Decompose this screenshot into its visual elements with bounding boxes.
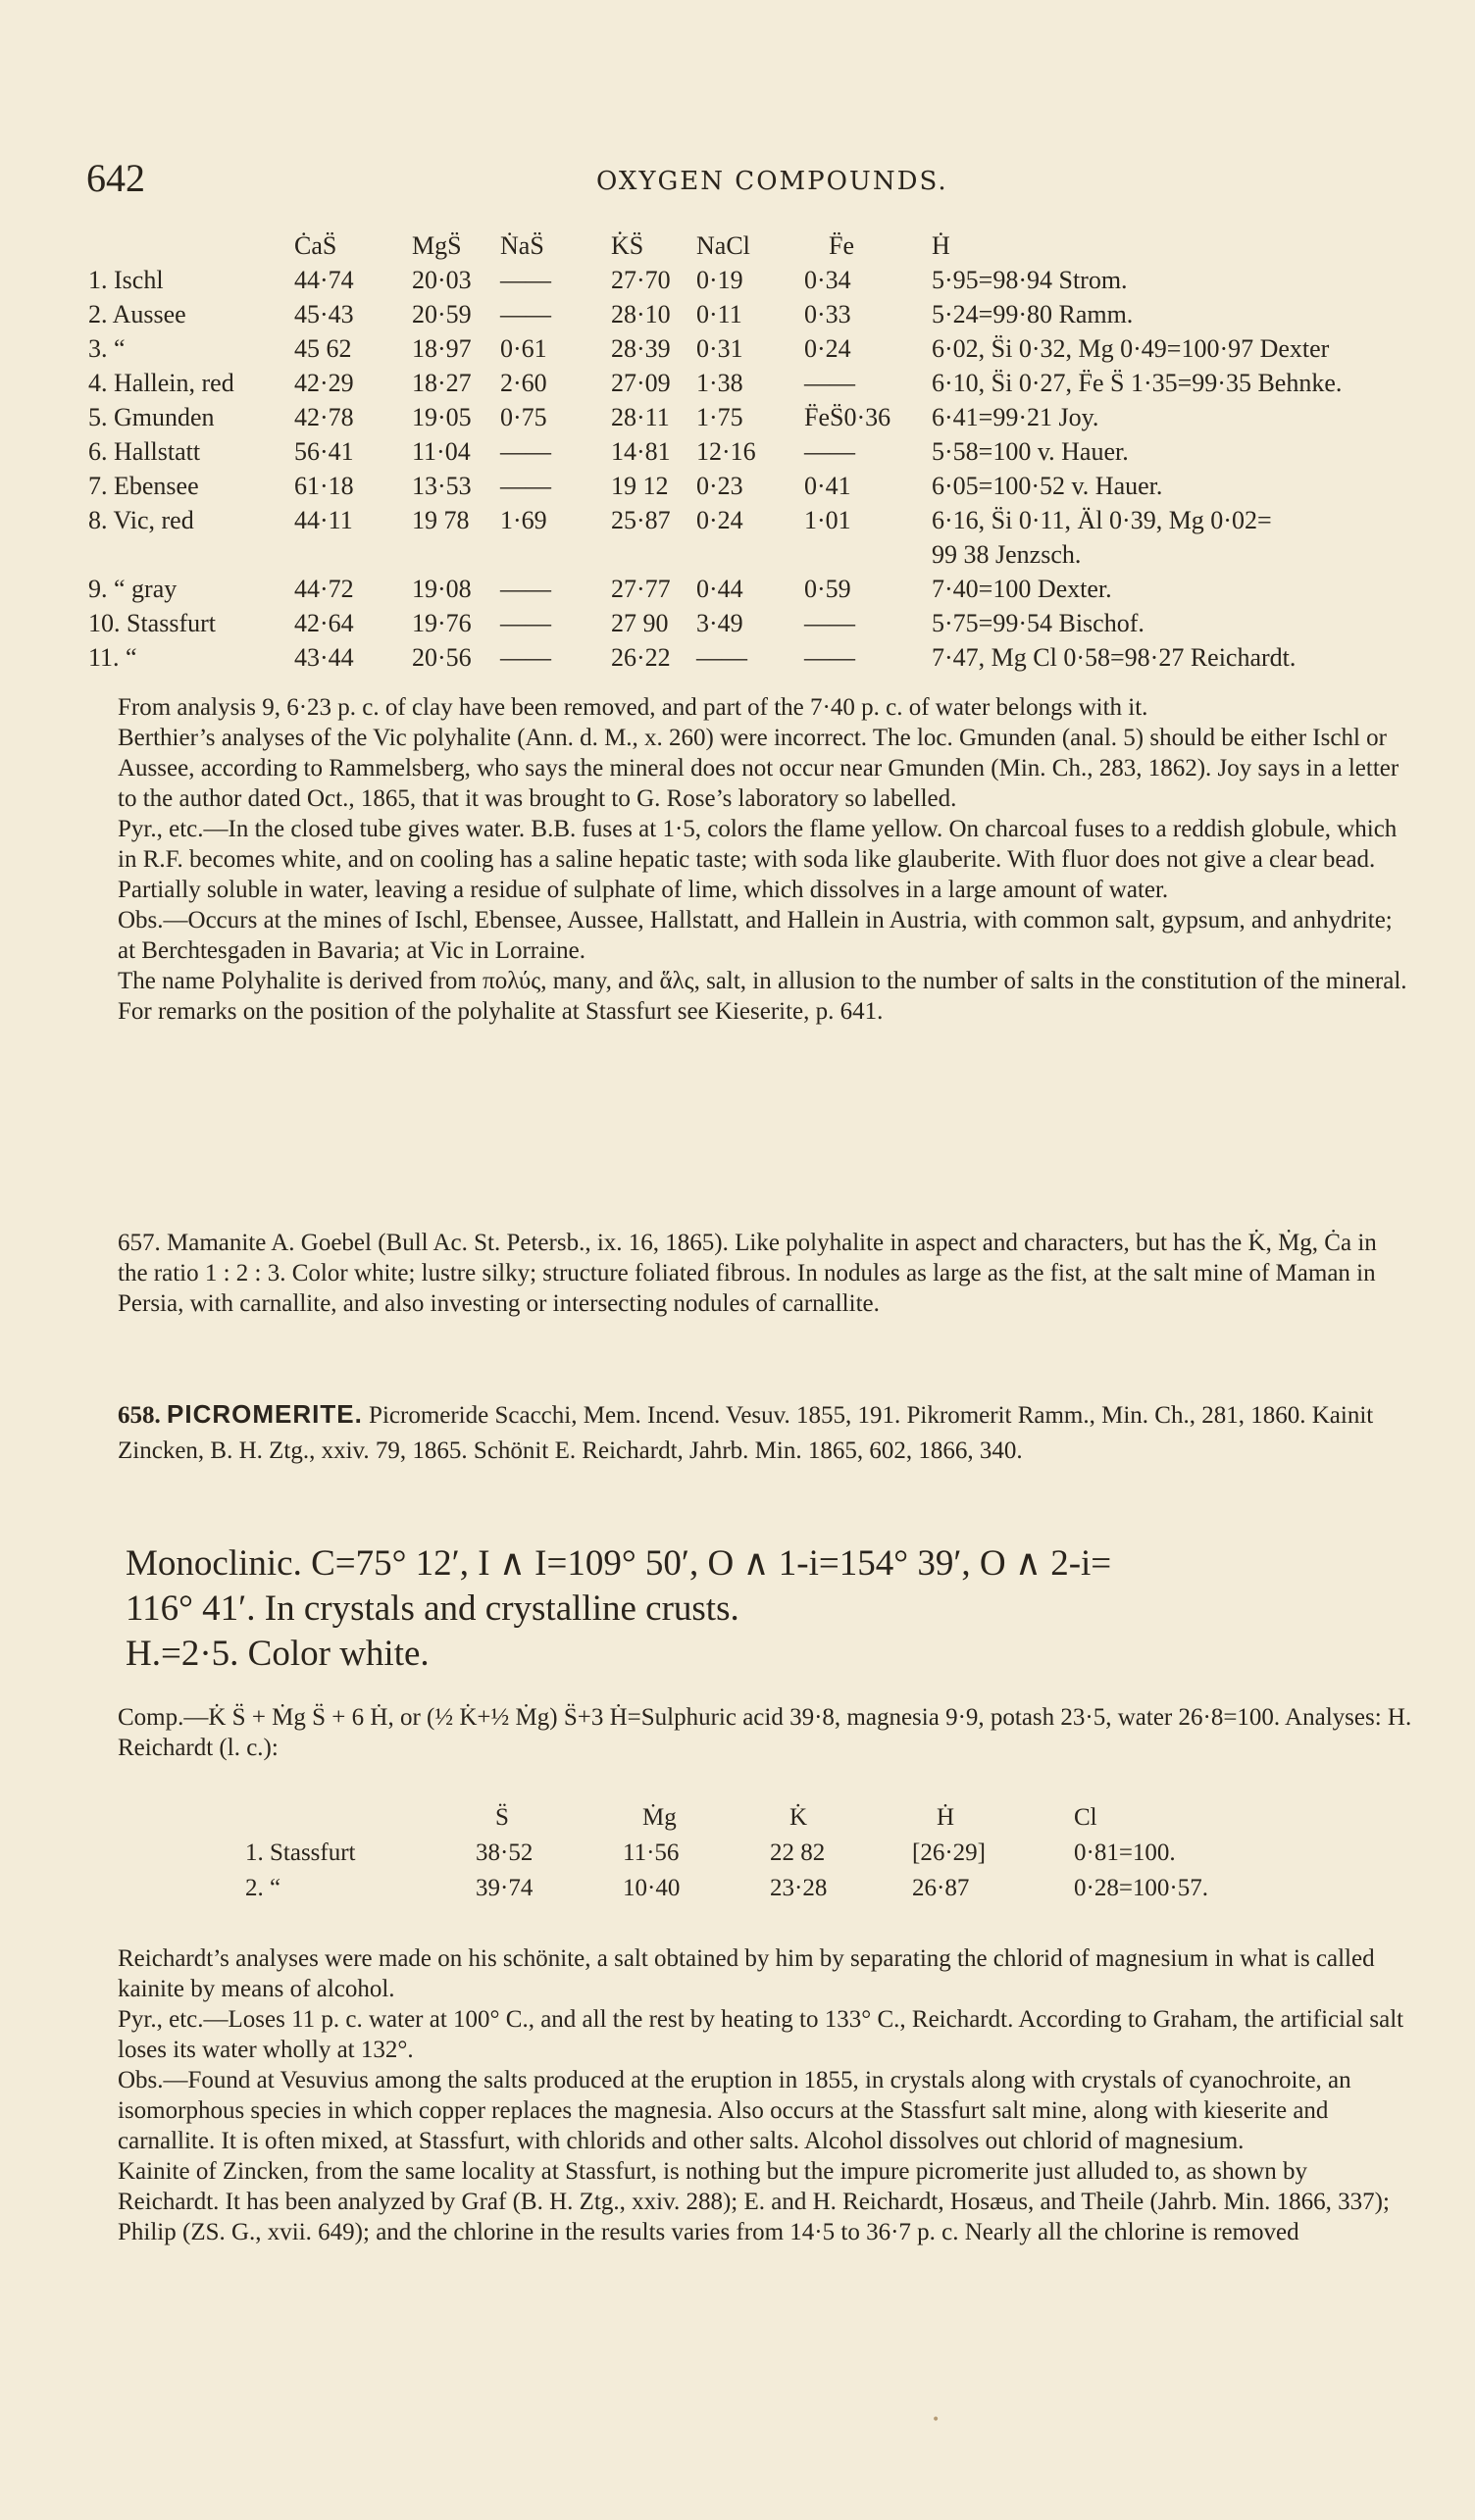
column-header: Ṁg xyxy=(642,1804,677,1831)
row-label: 5. Gmunden xyxy=(88,403,215,431)
table-cell: 7·40=100 Dexter. xyxy=(932,575,1112,603)
row-label: 2. Aussee xyxy=(88,300,186,328)
picromerite-heading xyxy=(118,1396,1412,1469)
table-cell: 20·56 xyxy=(412,643,472,672)
column-header: F̈e xyxy=(829,231,854,260)
table-cell: 6·10, S̈i 0·27, F̈e S̈ 1·35=99·35 Behnke. xyxy=(932,369,1343,397)
row-label: 11. “ xyxy=(88,643,137,672)
table-cell: 56·41 xyxy=(294,437,354,466)
table-cell: —— xyxy=(500,266,551,294)
paragraph: For remarks on the position of the polyhalite at Stassfurt see Kieserite, p. 641. xyxy=(118,998,884,1025)
table-cell: —— xyxy=(500,609,551,637)
row-label: 2. “ xyxy=(245,1875,281,1901)
table-cell: 44·11 xyxy=(294,506,353,534)
table-cell: 0·44 xyxy=(696,575,743,603)
table-cell: 0·81=100. xyxy=(1074,1840,1176,1866)
table-cell: 42·64 xyxy=(294,609,354,637)
table-cell: 0·19 xyxy=(696,266,743,294)
table-row xyxy=(88,437,1432,472)
table-cell: 42·78 xyxy=(294,403,354,431)
species-references: Picromeride Scacchi, Mem. Incend. Vesuv. 1855, 191. Pikromerit Ramm., Min. Ch., 281, 1860. Kainit Zincken, B. H. Ztg., xxiv. 79, 1865. Schönit E. Reichardt, Jahrb. Min. 1865, 602, 1866, 340. xyxy=(118,1402,1374,1464)
table-row xyxy=(88,506,1432,540)
row-label: 10. Stassfurt xyxy=(88,609,216,637)
table-cell: [26·29] xyxy=(912,1840,986,1866)
row-label: 9. “ gray xyxy=(88,575,178,603)
table-cell: 6·16, S̈i 0·11, Äl 0·39, Mg 0·02= xyxy=(932,506,1272,534)
table-cell: 18·97 xyxy=(412,334,472,363)
crystallography xyxy=(126,1541,1420,1677)
row-label: 3. “ xyxy=(88,334,126,363)
table-row xyxy=(88,266,1432,300)
crystallography-line: H.=2·5. Color white. xyxy=(126,1634,430,1674)
table-cell: 1·69 xyxy=(500,506,547,534)
table-cell: 42·29 xyxy=(294,369,354,397)
row-label: 6. Hallstatt xyxy=(88,437,201,466)
row-label: 1. Stassfurt xyxy=(245,1840,356,1866)
paragraph: Berthier’s analyses of the Vic polyhalite (Ann. d. M., x. 260) were incorrect. The loc. Gmunden (anal. 5) should be either Ischl or Aussee, according to Rammelsberg, who says the mineral does not occur near Gmunden (Min. Ch., 283, 1862). Joy says in a letter to the author dated Oct., 1865, that it was brought to G. Rose’s laboratory so labelled. xyxy=(118,725,1399,812)
print-speck: • xyxy=(932,2412,941,2428)
table-cell: —— xyxy=(500,437,551,466)
crystallography-line: 116° 41′. In crystals and crystalline crusts. xyxy=(126,1588,739,1629)
paragraph: Pyr., etc.—Loses 11 p. c. water at 100° C., and all the rest by heating to 133° C., Reichardt. According to Graham, the artificial salt loses its water wholly at 132°. xyxy=(118,2006,1404,2063)
table-row xyxy=(88,369,1432,403)
column-header: Cl xyxy=(1074,1804,1097,1831)
table-cell: F̈eS̈0·36 xyxy=(804,403,891,431)
table-cell: —— xyxy=(500,575,551,603)
table-cell: 0·41 xyxy=(804,472,851,500)
table-cell: 19·76 xyxy=(412,609,472,637)
table-cell: 39·74 xyxy=(476,1875,534,1901)
table-cell: 0·31 xyxy=(696,334,743,363)
table-row xyxy=(88,300,1432,334)
table-body xyxy=(245,1840,1304,1910)
table-cell: 1·38 xyxy=(696,369,743,397)
table-cell: 20·03 xyxy=(412,266,472,294)
table-cell: 6·02, S̈i 0·32, Mg 0·49=100·97 Dexter xyxy=(932,334,1330,363)
table-cell: 45·43 xyxy=(294,300,354,328)
table-cell: 44·74 xyxy=(294,266,354,294)
table-cell: 7·47, Mg Cl 0·58=98·27 Reichardt. xyxy=(932,643,1297,672)
column-header: NaCl xyxy=(696,231,750,260)
paragraph: From analysis 9, 6·23 p. c. of clay have been removed, and part of the 7·40 p. c. of water belongs with it. xyxy=(118,694,1148,721)
table-cell: —— xyxy=(500,643,551,672)
column-header: S̈ xyxy=(495,1804,509,1831)
table-row xyxy=(245,1875,1304,1910)
table-header-row xyxy=(88,231,1432,266)
table-cell: 19 78 xyxy=(412,506,470,534)
table-cell: 5·95=98·94 Strom. xyxy=(932,266,1128,294)
table-cell: 19·05 xyxy=(412,403,472,431)
table-cell: 27 90 xyxy=(611,609,669,637)
paragraph: Reichardt’s analyses were made on his schönite, a salt obtained by him by separating the chlorid of magnesium in what is called kainite by means of alcohol. xyxy=(118,1945,1375,2002)
table-cell: 0·23 xyxy=(696,472,743,500)
table-cell: 0·11 xyxy=(696,300,742,328)
table-body xyxy=(88,266,1432,678)
table-row xyxy=(88,334,1432,369)
table-cell: —— xyxy=(500,472,551,500)
table-cell: 11·56 xyxy=(623,1840,680,1866)
table-cell: 26·87 xyxy=(912,1875,970,1901)
table-cell: 0·24 xyxy=(696,506,743,534)
table-cell: 3·49 xyxy=(696,609,743,637)
table-cell: 20·59 xyxy=(412,300,472,328)
table-cell: 23·28 xyxy=(770,1875,828,1901)
row-label: 8. Vic, red xyxy=(88,506,194,534)
mamanite-entry xyxy=(118,1228,1412,1319)
table-cell: 0·59 xyxy=(804,575,851,603)
column-header: Ḣ xyxy=(937,1804,955,1831)
table-header-row xyxy=(245,1804,1304,1840)
table-cell: 99 38 Jenzsch. xyxy=(932,540,1082,569)
row-label: 7. Ebensee xyxy=(88,472,199,500)
table-cell: 26·22 xyxy=(611,643,671,672)
reichardt-analyses-table xyxy=(245,1804,1304,1922)
table-cell: 25·87 xyxy=(611,506,671,534)
column-header: K̇S̈ xyxy=(611,231,644,260)
row-label: 1. Ischl xyxy=(88,266,164,294)
table-cell: 11·04 xyxy=(412,437,471,466)
table-row xyxy=(88,403,1432,437)
row-label: 4. Hallein, red xyxy=(88,369,234,397)
table-cell: —— xyxy=(804,369,855,397)
table-row xyxy=(88,643,1432,678)
table-cell: 5·58=100 v. Hauer. xyxy=(932,437,1129,466)
table-cell: 5·75=99·54 Bischof. xyxy=(932,609,1144,637)
table-cell: 43·44 xyxy=(294,643,354,672)
table-cell: 1·75 xyxy=(696,403,743,431)
table-cell: 0·28=100·57. xyxy=(1074,1875,1208,1901)
table-cell: 28·39 xyxy=(611,334,671,363)
table-row xyxy=(88,540,1432,575)
table-cell: —— xyxy=(804,609,855,637)
table-cell: 18·27 xyxy=(412,369,472,397)
species-title: PICROMERITE. xyxy=(167,1399,363,1429)
table-cell: 28·11 xyxy=(611,403,670,431)
paragraph: The name Polyhalite is derived from πολύς, many, and ἅλς, salt, in allusion to the number of salts in the constitution of the mineral. xyxy=(118,968,1407,994)
table-cell: 44·72 xyxy=(294,575,354,603)
page-header xyxy=(86,155,1406,204)
table-cell: 6·41=99·21 Joy. xyxy=(932,403,1099,431)
column-header: K̇ xyxy=(789,1804,808,1831)
table-cell: 28·10 xyxy=(611,300,671,328)
composition xyxy=(118,1702,1412,1763)
table-cell: 1·01 xyxy=(804,506,851,534)
table-cell: 12·16 xyxy=(696,437,756,466)
table-cell: 19 12 xyxy=(611,472,669,500)
table-cell: 27·77 xyxy=(611,575,671,603)
running-head: OXYGEN COMPOUNDS. xyxy=(596,167,948,196)
table-cell: 6·05=100·52 v. Hauer. xyxy=(932,472,1163,500)
table-cell: 14·81 xyxy=(611,437,671,466)
table-cell: —— xyxy=(500,300,551,328)
table-cell: 13·53 xyxy=(412,472,472,500)
table-row xyxy=(88,472,1432,506)
paragraph: Comp.—K̇ S̈ + Ṁg S̈ + 6 Ḣ, or (½ K̇+½ Ṁg) S̈+3 Ḣ=Sulphuric acid 39·8, magnesia 9·9, potash 23·5, water 26·8=100. Analyses: H. Reichardt (l. c.): xyxy=(118,1704,1412,1761)
table-cell: 10·40 xyxy=(623,1875,681,1901)
table-cell: —— xyxy=(696,643,747,672)
paragraph: Obs.—Found at Vesuvius among the salts produced at the eruption in 1855, in crystals along with crystals of cyanochroite, an isomorphous species in which copper replaces the magnesia. Also occurs at the Stassfurt salt mine, along with kieserite and carnallite. It is often mixed, at Stassfurt, with chlorids and other salts. Alcohol dissolves out chlorid of magnesium. xyxy=(118,2067,1351,2154)
column-header: MgS̈ xyxy=(412,231,462,260)
paragraph: Kainite of Zincken, from the same locality at Stassfurt, is nothing but the impure picromerite just alluded to, as shown by Reichardt. It has been analyzed by Graf (B. H. Ztg., xxiv. 288); E. and H. Reichardt, Hosæus, and Theile (Jahrb. Min. 1866, 337); Philip (ZS. G., xvii. 649); and the chlorine in the results varies from 14·5 to 36·7 p. c. Nearly all the chlorine is removed xyxy=(118,2158,1390,2245)
table-cell: 0·34 xyxy=(804,266,851,294)
column-header: ĊaS̈ xyxy=(294,231,337,260)
table-cell: 45 62 xyxy=(294,334,352,363)
paragraph: Pyr., etc.—In the closed tube gives water. B.B. fuses at 1·5, colors the flame yellow. On charcoal fuses to a reddish globule, which in R.F. becomes white, and on cooling has a saline hepatic taste; with soda like glauberite. With fluor does not give a clear bead. Partially soluble in water, leaving a residue of sulphate of lime, which dissolves in a large amount of water. xyxy=(118,816,1398,903)
table-row xyxy=(88,575,1432,609)
table-cell: 19·08 xyxy=(412,575,472,603)
table-cell: —— xyxy=(804,643,855,672)
polyhalite-analyses-table xyxy=(88,231,1432,672)
table-cell: 38·52 xyxy=(476,1840,534,1866)
paragraph: Obs.—Occurs at the mines of Ischl, Ebensee, Aussee, Hallstatt, and Hallein in Austria, with common salt, gypsum, and anhydrite; at Berchtesgaden in Bavaria; at Vic in Lorraine. xyxy=(118,907,1393,964)
table-cell: 0·75 xyxy=(500,403,547,431)
picromerite-notes xyxy=(118,1943,1412,2247)
table-cell: 0·33 xyxy=(804,300,851,328)
column-header: ṄaS̈ xyxy=(500,231,544,260)
page-number: 642 xyxy=(86,156,145,200)
table-cell: —— xyxy=(804,437,855,466)
table-cell: 5·24=99·80 Ramm. xyxy=(932,300,1134,328)
species-number: 658. xyxy=(118,1402,161,1429)
table-cell: 0·61 xyxy=(500,334,547,363)
table-cell: 27·70 xyxy=(611,266,671,294)
crystallography-line: Monoclinic. C=75° 12′, I ∧ I=109° 50′, O ∧ 1-i=154° 39′, O ∧ 2-i= xyxy=(126,1543,1112,1584)
table-cell: 61·18 xyxy=(294,472,354,500)
paragraph: 657. Mamanite A. Goebel (Bull Ac. St. Petersb., ix. 16, 1865). Like polyhalite in aspect and characters, but has the K̇, Ṁg, Ċa in the ratio 1 : 2 : 3. Color white; lustre silky; structure foliated fibrous. In nodules as large as the fist, at the salt mine of Maman in Persia, with carnallite, and also investing or intersecting nodules of carnallite. xyxy=(118,1230,1377,1317)
table-row xyxy=(88,609,1432,643)
table-cell: 22 82 xyxy=(770,1840,826,1866)
table-cell: 0·24 xyxy=(804,334,851,363)
table-cell: 27·09 xyxy=(611,369,671,397)
table-cell: 2·60 xyxy=(500,369,547,397)
polyhalite-notes xyxy=(118,692,1412,1027)
table-row xyxy=(245,1840,1304,1875)
column-header: Ḣ xyxy=(932,231,950,260)
